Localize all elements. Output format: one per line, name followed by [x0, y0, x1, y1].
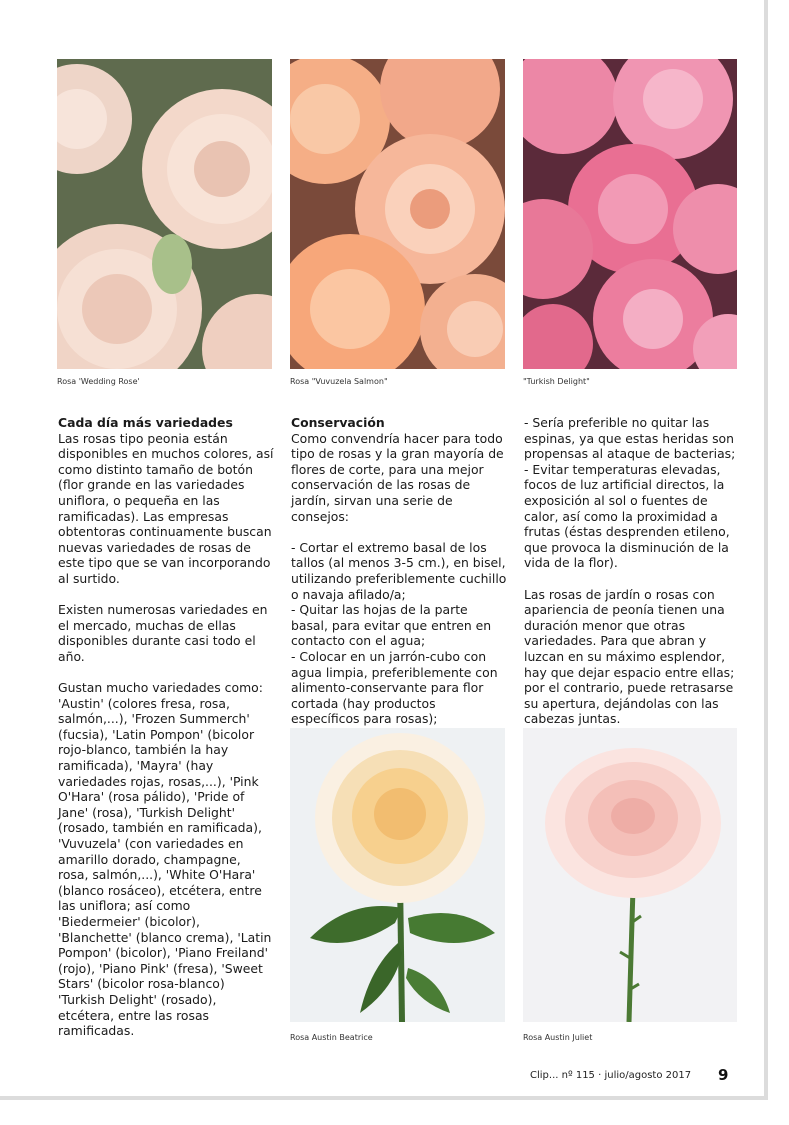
paragraph: Las rosas tipo peonia están disponibles en muchos colores, así como distinto tamaño de botón (flor grande en las variedades uniflora, o pequeña en las ramificadas). Las empresas obtentoras continuamente buscan nuevas variedades de rosas de este tipo que se van incorporando al surtido.	[58, 430, 274, 586]
caption-austin-juliet: Rosa Austin Juliet	[523, 1033, 593, 1042]
tip-item: - Colocar en un jarrón-cubo con agua limpia, preferiblemente con alimento-conservante para flor cortada (hay productos específicos para rosas);	[291, 648, 498, 727]
paragraph: Existen numerosas variedades en el mercado, muchas de ellas disponibles durante casi todo el año.	[58, 602, 268, 664]
caption-vuvuzela-salmon: Rosa "Vuvuzela Salmon"	[290, 377, 388, 386]
paragraph: Las rosas de jardín o rosas con apariencia de peonía tienen una duración menor que otras variedades. Para que abran y luzcan en su máximo esplendor, hay que dejar espacio entre ellas; por el contrario, puede retrasarse su apertura, dejándolas con las cabezas juntas.	[524, 586, 735, 727]
vuvuzela-salmon-photo	[290, 59, 505, 369]
article-column-3	[524, 415, 740, 742]
austin-juliet-photo	[523, 728, 737, 1022]
article-column-2	[291, 415, 507, 727]
page-number: 9	[718, 1066, 729, 1084]
caption-austin-beatrice: Rosa Austin Beatrice	[290, 1033, 373, 1042]
tip-item: - Cortar el extremo basal de los tallos (al menos 3-5 cm.), en bisel, utilizando preferiblemente cuchillo o navaja afilado/a;	[291, 539, 507, 602]
paragraph: Como convendría hacer para todo tipo de rosas y la gran mayoría de flores de corte, para una mejor conservación de las rosas de jardín, sirvan una serie de consejos:	[291, 430, 504, 524]
section-heading-conservacion: Conservación	[291, 415, 385, 430]
tip-item: - Sería preferible no quitar las espinas, ya que estas heridas son propensas al ataque de bacterias;	[524, 415, 736, 462]
austin-beatrice-photo	[290, 728, 505, 1022]
article-column-1	[58, 415, 274, 1054]
tip-item: - Quitar las hojas de la parte basal, para evitar que entren en contacto con el agua;	[291, 602, 492, 649]
caption-wedding-rose: Rosa 'Wedding Rose'	[57, 377, 140, 386]
wedding-rose-photo	[57, 59, 272, 369]
turkish-delight-photo	[523, 59, 737, 369]
section-heading-variedades: Cada día más variedades	[58, 415, 233, 430]
caption-turkish-delight: "Turkish Delight"	[523, 377, 590, 386]
paragraph-variety-list: Gustan mucho variedades como: 'Austin' (colores fresa, rosa, salmón,...), 'Frozen Summerch' (fucsia), 'Latin Pompon' (bicolor rojo-blanco, también la hay ramificada), 'Mayra' (hay variedades rojas, rosas,...), 'Pink O'Hara' (rosa pálido), 'Pride of Jane' (rosa), 'Turkish Delight' (rosado, también en ramificada), 'Vuvuzela' (con variedades en amarillo dorado, champagne, rosa, salmón,...), 'White O'Hara' (blanco rosáceo), etcétera, entre las uniflora; así como 'Biedermeier' (bicolor), 'Blanchette' (blanco crema), 'Latin Pompon' (bicolor), 'Piano Freiland' (rojo), 'Piano Pink' (fresa), 'Sweet Stars' (bicolor rosa-blanco) 'Turkish Delight' (rosado), etcétera, entre las rosas ramificadas.	[58, 680, 272, 1039]
tip-item: - Evitar temperaturas elevadas, focos de luz artificial directos, la exposición al sol o fuentes de calor, así como la proximidad a frutas (éstas desprenden etileno, que provoca la disminución de la vida de la flor).	[524, 461, 730, 571]
issue-footer: Clip... nº 115 · julio/agosto 2017	[530, 1070, 692, 1081]
